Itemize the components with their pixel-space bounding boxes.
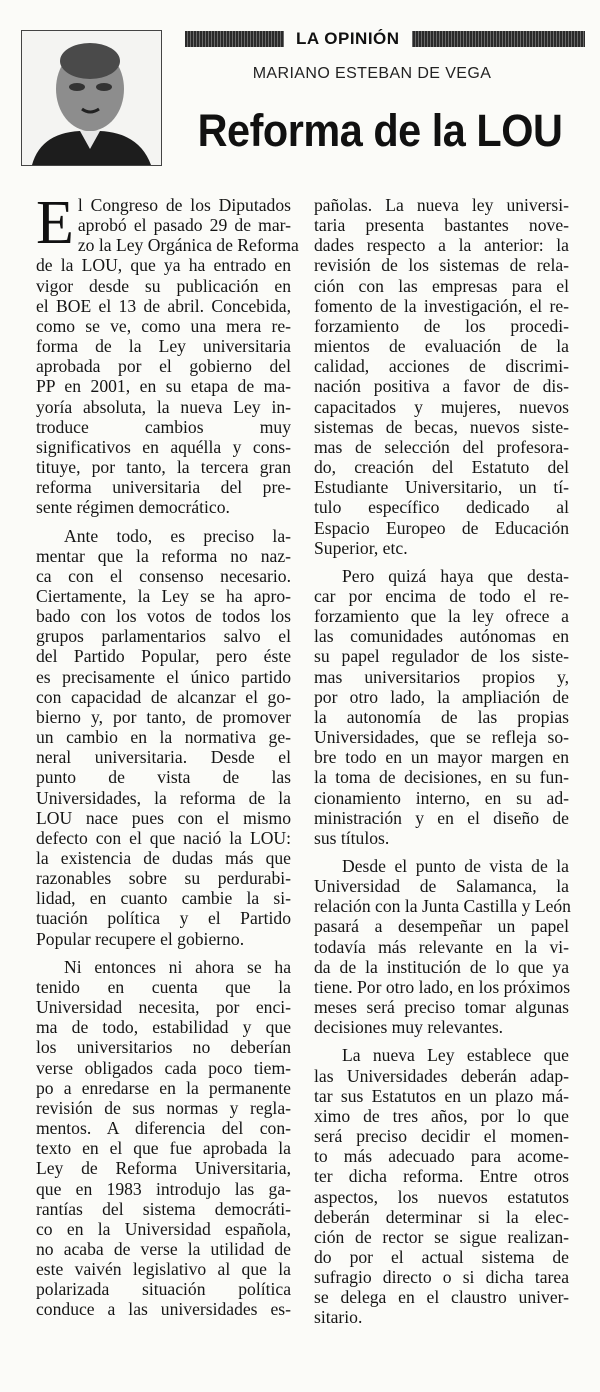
text-line: Pero quizá haya que desta- [342,565,569,586]
text-line: taria presenta bastantes nove- [314,215,569,236]
text-line: conduce a las universidades es- [36,1299,291,1320]
drop-cap: E [36,189,74,257]
text-line: rantías del sistema democráti- [36,1198,291,1219]
text-line: forzamiento que la ley ofrece a [314,606,569,627]
text-line: revisión de sus normas y regla- [36,1097,291,1118]
text-line: aspectos, los nuevos estatutos [314,1186,569,1207]
text-line: sente régimen democrático. [36,497,230,518]
headline: Reforma de la LOU [197,105,563,156]
text-line: bierno y, por tanto, de promover [36,706,291,727]
text-line: Universidades, que se refleja so- [314,727,569,748]
section-label: LA OPINIÓN [284,28,412,50]
text-line: la toma de decisiones, en su fun- [314,767,569,788]
text-line: ción de rector se sigue realizan- [314,1226,569,1247]
text-line: aprobada por el gobierno del [36,356,291,377]
text-line: razonables sobre su perdurabi- [36,868,291,889]
text-line: neral universitaria. Desde el [36,747,291,768]
text-line: punto de vista de las [36,767,291,788]
text-line: bado con los votos de todos los [36,606,291,627]
text-line: ción con las empresas para el [314,275,569,296]
text-line: polarizada situación política [36,1279,291,1300]
text-line: Superior, etc. [314,537,408,558]
text-line: car por encima de todo el re- [314,585,569,606]
text-line: Ni entonces ni ahora se ha [64,956,291,977]
text-line: todavía más relevante en la vi- [314,936,569,957]
text-line: sus títulos. [314,827,390,848]
text-line: este vaivén legislativo al que la [36,1259,291,1280]
text-line: los universitarios no deberían [36,1037,291,1058]
text-line: del Partido Popular, pero éste [36,646,291,667]
text-line: La nueva Ley establece que [342,1045,569,1066]
text-line: sufragio directo o si dicha tarea [314,1267,569,1288]
text-line: mentar que la reforma no naz- [36,545,291,566]
text-line: forma de la Ley universitaria [36,336,291,357]
text-line: pañolas. La nueva ley universi- [314,195,569,215]
text-line: las Universidades deberán adap- [314,1065,569,1086]
text-line: es precisamente el único partido [36,666,291,687]
text-line: lidad, en cuanto cambie la si- [36,888,291,909]
text-line: revisión de los sistemas de rela- [314,255,569,276]
text-line: vigor desde su publicación en [36,275,291,296]
text-line: la autonomía de las propias [314,706,569,727]
text-line: Universidad necesita, por enci- [36,997,291,1018]
text-line: do, creación del Estatuto del [314,457,569,478]
text-line: Ley de Reforma Universitaria, [36,1158,291,1179]
text-line: defecto con el que nació la LOU: [36,827,291,848]
text-line: Universidades, la reforma de la [36,787,291,808]
text-line: yoría absoluta, la nueva Ley in- [36,396,291,417]
text-line: ministración y en el diseño de [314,807,569,828]
text-line: po a enredarse en la permanente [36,1077,291,1098]
text-line: tuación política y el Partido [36,908,291,929]
text-line: fomento de la investigación, el re- [314,295,569,316]
text-line: aprobó el pasado 29 de mar- [77,215,291,236]
text-line: nación positiva a favor de dis- [314,376,569,397]
text-line: verse obligados cada poco tiem- [36,1057,291,1078]
text-line: significativos en aquélla y cons- [36,436,291,457]
text-line: meses será preciso tomar algunas [314,997,569,1018]
text-line: capacitados y mujeres, nuevos [314,396,569,417]
text-line: mentos. A diferencia del con- [36,1118,291,1139]
text-line: no acaba de verse la utilidad de [36,1238,291,1259]
text-line: ximo de tres años, por lo que [314,1105,569,1126]
text-line: grupos parlamentarios salvo el [36,626,291,647]
author-photo [21,30,162,166]
text-line: un cambio en la normativa ge- [36,727,291,748]
text-line: tiene. Por otro lado, en los próximos [314,976,571,997]
text-line: calidad, acciones de discrimi- [314,356,569,377]
text-line: sitario. [314,1307,363,1328]
text-line: Popular recupere el gobierno. [36,928,245,949]
text-line: co en la Universidad española, [36,1218,291,1239]
text-line: zo la Ley Orgánica de Reforma [77,235,299,256]
text-line: la existencia de dudas más que [36,848,291,868]
text-line: bre todo en un mayor margen en [314,747,569,768]
text-line: pasará a desempeñar un papel [314,916,569,937]
text-line: ca con el consenso necesario. [36,565,291,586]
text-line: PP en 2001, en su etapa de ma- [36,376,291,397]
text-line: Ante todo, es preciso la- [64,525,291,546]
text-line: deberán determinar si la elec- [314,1206,569,1227]
text-line: da de la institución de lo que ya [314,956,569,977]
text-line: l Congreso de los Diputados [77,195,291,215]
text-line: mas universitarios propios y, [314,666,569,687]
text-line: sistemas de becas, nuevos siste- [314,416,569,437]
text-line: como se ve, como una mera re- [36,315,291,336]
text-line: Estudiante Universitario, un tí- [314,477,569,498]
text-line: las comunidades autónomas en [314,626,569,647]
text-line: se delega en el claustro univer- [314,1287,569,1308]
text-line: texto en el que fue aprobada la [36,1138,291,1159]
text-line: dades respecto a la anterior: la [314,235,569,256]
text-line: reforma universitaria del pre- [36,477,291,498]
text-line: tenido en cuenta que la [36,976,291,997]
text-line: forzamiento de los procedi- [314,315,569,336]
text-line: Ciertamente, la Ley se ha apro- [36,585,291,606]
text-line: Desde el punto de vista de la [342,856,569,876]
text-line: ma de todo, estabilidad y que [36,1017,291,1038]
article-column-left [36,189,299,1320]
text-line: mientos de evaluación de la [314,336,569,357]
text-line: decisiones muy relevantes. [314,1017,504,1038]
text-line: será preciso decidir el momen- [314,1126,569,1147]
text-line: troduce cambios muy [36,416,291,437]
author-name: MARIANO ESTEBAN DE VEGA [252,65,492,82]
text-line: Universidad de Salamanca, la [314,876,569,897]
text-line: ter dicha reforma. Entre otros [314,1166,569,1187]
text-line: por otro lado, la ampliación de [314,686,569,707]
text-line: de la LOU, que ya ha entrado en [36,255,291,276]
text-line: con capacidad de alcanzar el go- [36,686,291,707]
text-line: que en 1983 introdujo las ga- [36,1178,291,1199]
text-line: tulo específico dedicado al [314,497,569,518]
text-line: relación con la Junta Castilla y León [314,896,571,917]
text-line: Espacio Europeo de Educación [314,517,569,538]
text-line: to más adecuado para acome- [314,1146,569,1167]
text-line: cionamiento interno, en su ad- [314,787,569,808]
text-line: el BOE el 13 de abril. Concebida, [36,295,291,316]
text-line: tar sus Estatutos en un plazo má- [314,1085,569,1106]
text-line: tituye, por tanto, la tercera gran [36,457,291,478]
text-line: mas de selección del profesora- [314,436,569,457]
text-line: LOU nace pues con el mismo [36,807,291,828]
article-column-right [314,195,569,1328]
text-line: su papel regulador de los siste- [314,646,569,667]
text-line: do por el actual sistema de [314,1246,569,1267]
